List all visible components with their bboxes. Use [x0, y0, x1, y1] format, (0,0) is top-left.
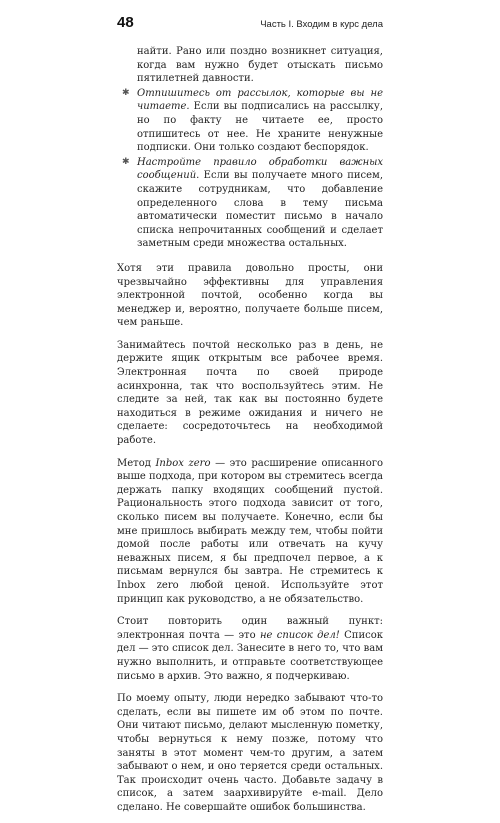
paragraph-text: Метод [117, 457, 156, 469]
list-item [117, 87, 383, 155]
paragraph-text: — это расширение описанного выше подхода, при котором вы стремитесь всегда держать папку входящих сообщений пустой. Рациональность этого подхода зависит от того, сколько писем вы получаете. Конечно, если бы мне пришлось выбирать между тем, чтобы пойти домой после работы или отвечать на кучу неважных писем, я бы предпочел первое, а к письмам вернулся бы завтра. Не стремитесь к Inbox zero любой ценой. Используйте этот принцип как руководство, а не обязательство. [117, 457, 383, 605]
bullet-text: Если вы подписались на рассылку, но по факту не читаете ее, просто отпишитесь от нее. Не храните ненужные подписки. Они только создают беспорядок. [137, 101, 383, 154]
paragraph-emphasis: не список дел! [259, 629, 340, 641]
list-item [117, 45, 383, 86]
paragraph [117, 692, 383, 814]
paragraph-emphasis: Inbox zero [155, 457, 211, 469]
page-number: 48 [117, 14, 134, 31]
asterisk-bullet-icon: ✱ [122, 87, 130, 98]
paragraph-text: Список дел — это список дел. Занесите в него то, что вам нужно выполнить, и отправьте соответствующее письмо в архив. Это важно, я подчеркиваю. [117, 629, 384, 682]
running-title: Часть I. Входим в курс дела [260, 19, 383, 30]
bullet-text: найти. Рано или поздно возникнет ситуация, когда вам нужно будет отыскать письмо пятилетней давности. [137, 46, 383, 85]
asterisk-bullet-icon: ✱ [122, 156, 130, 167]
page-body [117, 45, 383, 823]
paragraph-text: По моему опыту, люди нередко забывают что-то сделать, если вы пишете им об этом по почте. Они читают письмо, делают мысленную пометку, чтобы вернуться к нему позже, потому что заняты в этот момент чем-то другим, а затем забывают о нем, и оно теряется среди остальных. Так происходит очень часто. Добавьте задачу в список, а затем заархивируйте e-mail. Дело сделано. Не совершайте ошибок большинства. [117, 693, 383, 813]
bullet-text: Если вы получаете много писем, скажите сотрудникам, что добавление определенного слова в тему письма автоматически поместит письмо в начало списка непрочитанных сообщений и сделает заметным среди множества остальных. [137, 170, 383, 250]
bullet-list [117, 45, 383, 251]
bullet-lead: Отпишитесь от рассылок, которые вы не читаете. [137, 87, 383, 113]
paragraph [117, 457, 383, 607]
paragraph-text: Стоит повторить один важный пункт: электронная почта — это [117, 616, 383, 641]
paragraph [117, 262, 383, 330]
list-item [117, 156, 383, 251]
paragraph [117, 339, 383, 448]
page-header [117, 14, 383, 31]
paragraph [117, 615, 383, 683]
bullet-lead: Настройте правило обработки важных сообщений. [137, 156, 383, 182]
paragraph-text: Занимайтесь почтой несколько раз в день, не держите ящик открытым все рабочее время. Электронная почта по своей природе асинхронна, так что воспользуйтесь этим. Не следите за ней, так как вы постоянно будете находиться в режиме ожидания и ничего не сделаете: сосредоточьтесь на необходимой работе. [117, 339, 383, 447]
paragraph-text: Хотя эти правила довольно просты, они чрезвычайно эффективны для управления электронной почтой, особенно когда вы менеджер и, вероятно, получаете больше писем, чем раньше. [117, 262, 383, 329]
